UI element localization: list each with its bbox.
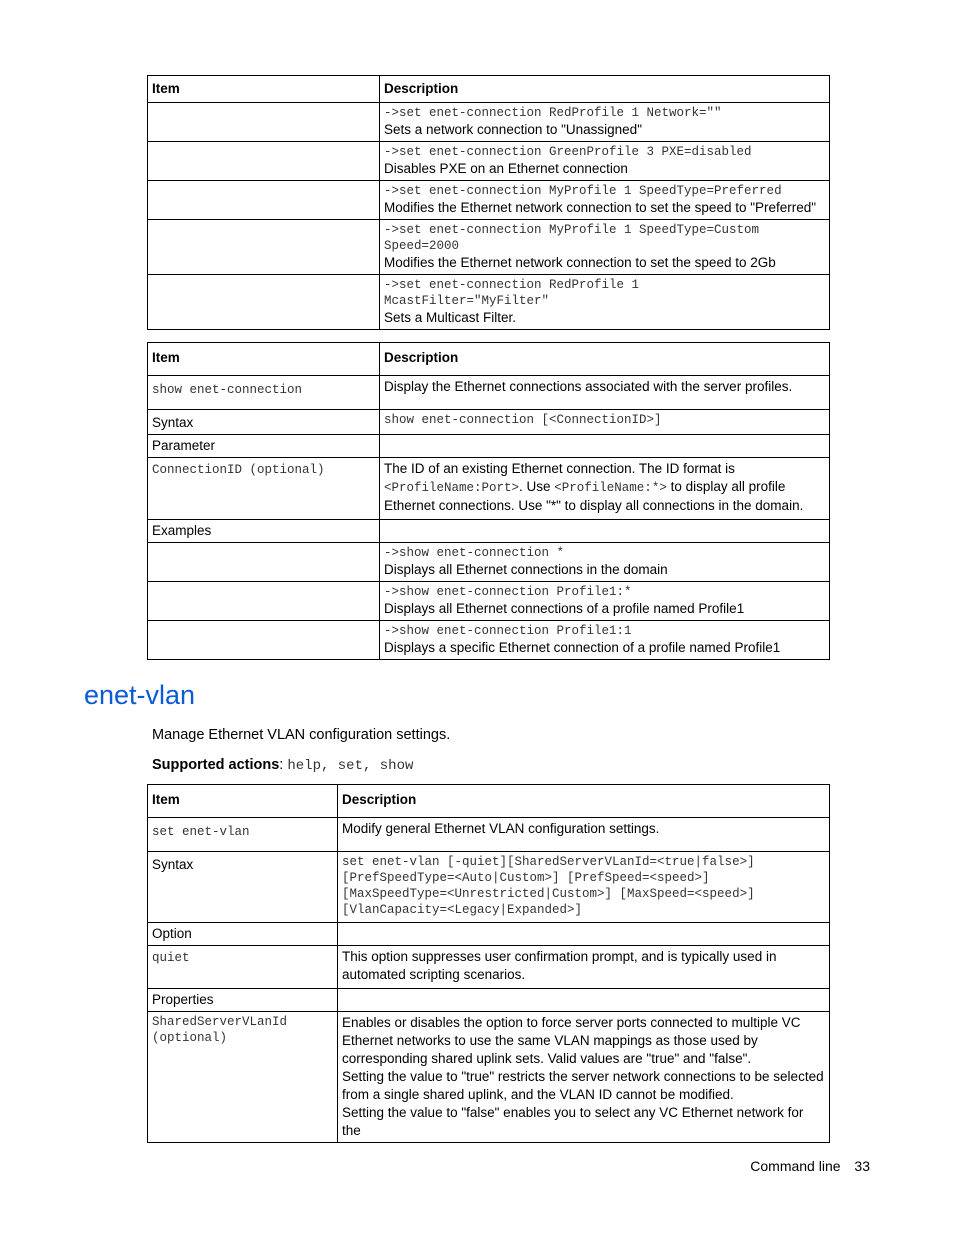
set-enet-vlan-table xyxy=(147,784,830,1143)
profile-wildcard-format: <ProfileName:*> xyxy=(554,481,667,495)
description-column-header: Description xyxy=(380,343,830,376)
description-cell xyxy=(380,142,830,181)
command-row xyxy=(148,818,830,852)
example-description: Sets a Multicast Filter. xyxy=(384,310,517,325)
option-label: Option xyxy=(148,923,338,946)
example-description: Displays all Ethernet connections of a profile named Profile1 xyxy=(384,601,745,616)
parameter-label-row xyxy=(148,435,830,458)
item-cell xyxy=(148,543,380,582)
empty-cell xyxy=(338,923,830,946)
option-description-line: This option suppresses user confirmation prompt, and is typically used in xyxy=(342,949,777,964)
example-description: Modifies the Ethernet network connection to set the speed to 2Gb xyxy=(384,255,776,270)
syntax-label: Syntax xyxy=(148,410,380,435)
property-description-line: Setting the value to "true" restricts the server network connections to be selected xyxy=(342,1069,824,1084)
item-cell xyxy=(148,103,380,142)
item-cell xyxy=(148,142,380,181)
supported-actions-value: help, set, show xyxy=(287,758,414,774)
option-name: quiet xyxy=(152,951,190,965)
property-name: SharedServerVLanId xyxy=(152,1015,288,1029)
table-row xyxy=(148,181,830,220)
example-row xyxy=(148,543,830,582)
show-enet-connection-table xyxy=(147,342,830,660)
parameter-label: Parameter xyxy=(148,435,380,458)
example-command-continued: McastFilter="MyFilter" xyxy=(384,294,550,308)
example-command: ->set enet-connection MyProfile 1 SpeedType=Custom xyxy=(384,223,760,237)
page-number: 33 xyxy=(854,1158,870,1174)
syntax-line: [PrefSpeedType=<Auto|Custom>] [PrefSpeed=<speed>] xyxy=(342,871,710,885)
description-cell xyxy=(380,103,830,142)
example-description: Sets a network connection to "Unassigned" xyxy=(384,122,642,137)
syntax-line: set enet-vlan [-quiet][SharedServerVLanId=<true|false>] xyxy=(342,855,755,869)
examples-label: Examples xyxy=(148,520,380,543)
description-column-header: Description xyxy=(380,76,830,103)
examples-label-row xyxy=(148,520,830,543)
example-command: ->show enet-connection Profile1:1 xyxy=(384,624,632,638)
table-row xyxy=(148,142,830,181)
parameter-description xyxy=(380,458,830,520)
description-column-header: Description xyxy=(338,785,830,818)
item-cell xyxy=(148,621,380,660)
table-header-row xyxy=(148,76,830,103)
example-row xyxy=(148,582,830,621)
example-description: Disables PXE on an Ethernet connection xyxy=(384,161,628,176)
syntax-row xyxy=(148,410,830,435)
item-cell xyxy=(148,181,380,220)
properties-label: Properties xyxy=(148,989,338,1012)
property-description-line: Ethernet networks to use the same VLAN mappings as those used by xyxy=(342,1033,758,1048)
table-row xyxy=(148,103,830,142)
property-description-line: Setting the value to "false" enables you to select any VC Ethernet network for the xyxy=(342,1105,804,1138)
syntax-line: [MaxSpeedType=<Unrestricted|Custom>] [MaxSpeed=<speed>] xyxy=(342,887,755,901)
syntax-value: show enet-connection [<ConnectionID>] xyxy=(384,413,662,427)
command-description: Display the Ethernet connections associated with the server profiles. xyxy=(380,376,830,410)
item-column-header: Item xyxy=(148,343,380,376)
empty-cell xyxy=(380,520,830,543)
parameter-description-line xyxy=(384,478,825,497)
table-row xyxy=(148,275,830,330)
command-name: show enet-connection xyxy=(152,383,303,397)
table-row xyxy=(148,220,830,275)
examples-table-continued xyxy=(147,75,830,330)
item-cell xyxy=(148,582,380,621)
example-description: Modifies the Ethernet network connection to set the speed to "Preferred" xyxy=(384,200,817,215)
supported-actions-label: Supported actions xyxy=(152,757,280,773)
example-command: ->show enet-connection Profile1:* xyxy=(384,585,632,599)
example-command: ->set enet-connection RedProfile 1 xyxy=(384,278,640,292)
properties-label-row xyxy=(148,989,830,1012)
item-cell xyxy=(148,275,380,330)
property-row xyxy=(148,1012,830,1143)
command-description: Modify general Ethernet VLAN configuration settings. xyxy=(338,818,830,852)
section-intro: Manage Ethernet VLAN configuration settings. xyxy=(152,727,451,743)
item-column-header: Item xyxy=(148,76,380,103)
syntax-line: [VlanCapacity=<Legacy|Expanded>] xyxy=(342,903,583,917)
syntax-label: Syntax xyxy=(148,852,338,923)
example-row xyxy=(148,621,830,660)
description-cell xyxy=(380,220,830,275)
page-footer xyxy=(740,1158,870,1174)
example-command: ->set enet-connection RedProfile 1 Network="" xyxy=(384,106,722,120)
property-qualifier: (optional) xyxy=(152,1031,228,1045)
property-description-line: from a single shared uplink, and the VLAN ID cannot be modified. xyxy=(342,1087,734,1102)
example-description: Displays a specific Ethernet connection of a profile named Profile1 xyxy=(384,640,781,655)
option-description-line: automated scripting scenarios. xyxy=(342,967,526,982)
property-description-line: Enables or disables the option to force server ports connected to multiple VC xyxy=(342,1015,801,1030)
description-cell xyxy=(380,181,830,220)
parameter-text: . Use xyxy=(519,479,555,494)
footer-label: Command line xyxy=(750,1158,841,1174)
table-header-row xyxy=(148,343,830,376)
option-label-row xyxy=(148,923,830,946)
parameter-description-line: The ID of an existing Ethernet connection. The ID format is xyxy=(384,461,735,476)
example-command: ->set enet-connection GreenProfile 3 PXE=disabled xyxy=(384,145,752,159)
parameter-row xyxy=(148,458,830,520)
example-command: ->show enet-connection * xyxy=(384,546,565,560)
section-heading: enet-vlan xyxy=(84,680,196,710)
empty-cell xyxy=(338,989,830,1012)
parameter-description-line: Ethernet connections. Use "*" to display all connections in the domain. xyxy=(384,498,804,513)
example-command-continued: Speed=2000 xyxy=(384,239,460,253)
example-command: ->set enet-connection MyProfile 1 SpeedType=Preferred xyxy=(384,184,782,198)
supported-actions xyxy=(152,757,413,774)
item-column-header: Item xyxy=(148,785,338,818)
supported-actions-separator: : xyxy=(279,757,288,773)
parameter-text: to display all profile xyxy=(666,479,786,494)
command-name: set enet-vlan xyxy=(152,825,250,839)
description-cell xyxy=(380,275,830,330)
profile-port-format: <ProfileName:Port> xyxy=(384,481,520,495)
empty-cell xyxy=(380,435,830,458)
table-header-row xyxy=(148,785,830,818)
property-description-line: corresponding shared uplink sets. Valid values are "true" and "false". xyxy=(342,1051,752,1066)
parameter-name: ConnectionID (optional) xyxy=(152,463,325,477)
example-description: Displays all Ethernet connections in the domain xyxy=(384,562,668,577)
command-row xyxy=(148,376,830,410)
option-row xyxy=(148,946,830,989)
syntax-row xyxy=(148,852,830,923)
item-cell xyxy=(148,220,380,275)
